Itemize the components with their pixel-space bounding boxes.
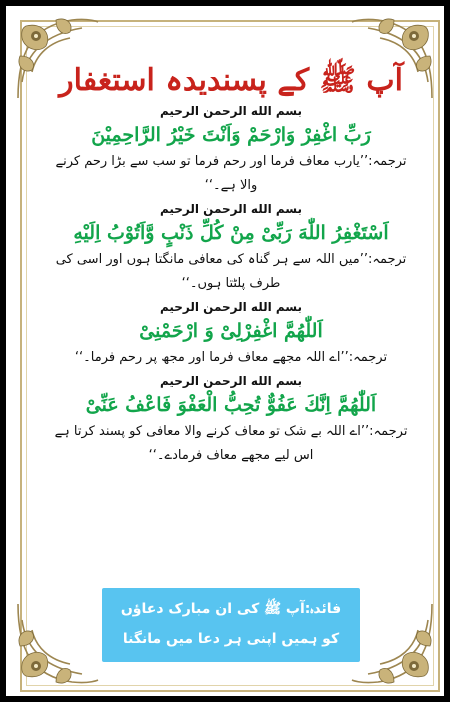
- benefit-note-line-2: کو ہمیں اپنی ہر دعا میں مانگنا چاہیے۔: [122, 631, 340, 677]
- poster-title: آپ ﷺ کے پسندیدہ استغفار: [59, 63, 403, 98]
- benefit-note: [102, 588, 360, 677]
- dua-arabic: اَسْتَغْفِرُ اللّٰهَ رَبِّیْ مِنْ كُلِّ ذَنْبٍ وَّاَتُوْبُ اِلَيْهِ: [73, 222, 389, 244]
- dua-section-3: [46, 298, 416, 370]
- bismillah: بسم الله الرحمن الرحيم: [159, 374, 303, 388]
- floral-corner-ornament-icon: [12, 598, 104, 690]
- dua-arabic: اَللّٰهُمَّ اِنَّكَ عَفُوٌّ تُحِبُّ الْعَفْوَ فَاعْفُ عَنِّیْ: [85, 394, 377, 416]
- dua-translation: ترجمہ:’’یارب معاف فرما اور رحم فرما تو سب سے بڑا رحم کرنے والا ہے۔‘‘: [55, 154, 407, 193]
- dua-section-2: [46, 200, 416, 296]
- poster-paper: [6, 6, 444, 696]
- dua-translation: ترجمہ:’’میں اللہ سے ہر گناہ کی معافی مانگتا ہوں اور اسی کی طرف پلٹتا ہوں۔‘‘: [55, 252, 407, 291]
- bismillah: بسم الله الرحمن الرحيم: [159, 202, 303, 216]
- benefit-note-line-1: فائدہ:آپ ﷺ کی ان مبارک دعاؤں: [120, 601, 342, 617]
- dua-section-1: [46, 102, 416, 198]
- bismillah: بسم الله الرحمن الرحيم: [159, 300, 303, 314]
- bismillah: بسم الله الرحمن الرحيم: [159, 104, 303, 118]
- dua-arabic: اَللّٰهُمَّ اغْفِرْلِیْ وَ ارْحَمْنِیْ: [139, 320, 323, 342]
- dua-translation: ترجمہ:’’اے اللہ بے شک تو معاف کرنے والا معافی کو پسند کرتا ہے اس لیے مجھے معاف فرمادے۔‘‘: [54, 424, 408, 463]
- dua-arabic: رَبِّ اغْفِرْ وَارْحَمْ وَاَنْتَ خَيْرُ الرَّاحِمِيْنَ: [91, 124, 371, 146]
- poster-content: [46, 60, 416, 470]
- dua-section-4: [46, 372, 416, 468]
- dua-translation: ترجمہ:’’اے اللہ مجھے معاف فرما اور مجھ پر رحم فرما۔‘‘: [74, 350, 388, 365]
